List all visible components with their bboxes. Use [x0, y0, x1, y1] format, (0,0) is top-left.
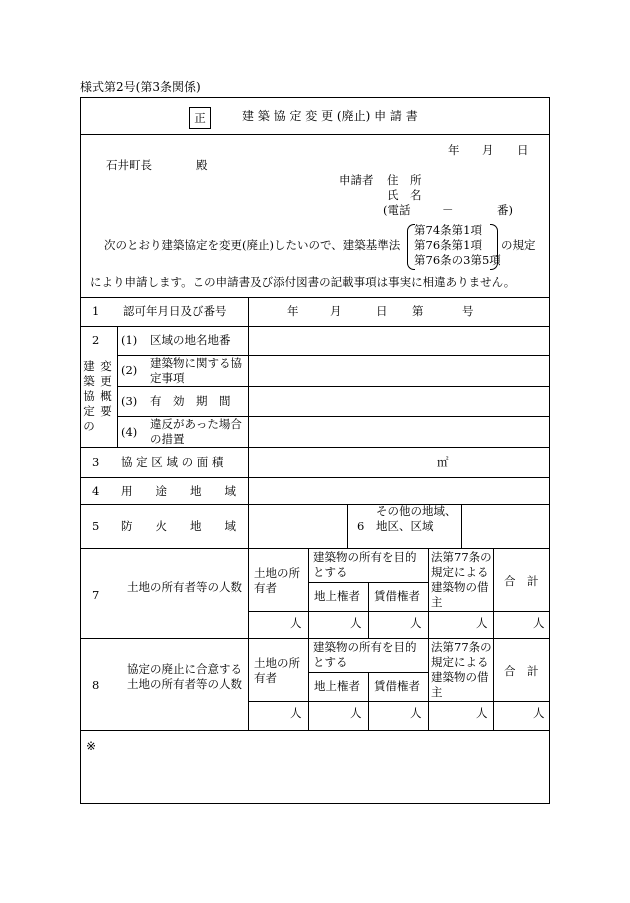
row3-num: 3	[92, 455, 100, 469]
row1-month: 月	[330, 304, 342, 318]
r7-land-owner: 土地の所有者	[254, 566, 300, 595]
rule	[80, 326, 550, 327]
r8-unit-1: 人	[290, 706, 302, 720]
r7-unit-3: 人	[410, 616, 422, 630]
row8-num: 8	[92, 678, 100, 692]
r8-total: 合 計	[504, 664, 539, 678]
copy-mark: 正	[194, 111, 206, 125]
form-number: 様式第2号(第3条関係)	[80, 80, 201, 94]
rule	[461, 504, 462, 548]
r7-unit-2: 人	[350, 616, 362, 630]
r8-lease-right: 賃借権者	[374, 679, 420, 693]
rule	[248, 701, 550, 702]
statement-line2: により申請します。この申請書及び添付図書の記載事項は事実に相違ありません。	[90, 275, 516, 289]
rule	[493, 548, 494, 730]
row1-label: 認可年月日及び番号	[123, 304, 227, 318]
side-char: 変	[100, 359, 112, 373]
r8-unit-4: 人	[476, 706, 488, 720]
row4-label: 用 途 地 域	[121, 484, 236, 498]
rule	[117, 386, 550, 387]
side-char: の	[83, 419, 95, 433]
r8-building-purpose: 建築物の所有を目的とする	[313, 640, 417, 669]
row3-label: 協 定 区 域 の 面 積	[121, 455, 224, 469]
r7-unit-5: 人	[533, 616, 545, 630]
r8-unit-3: 人	[410, 706, 422, 720]
notes-mark: ※	[86, 739, 97, 753]
r7-building-purpose: 建築物の所有を目的とする	[313, 550, 417, 579]
row2-item4-label: 違反があった場合の措置	[150, 417, 242, 446]
row8-label: 協定の廃止に合意する土地の所有者等の人数	[127, 662, 242, 691]
rule	[248, 297, 249, 730]
applicant-phone-dash: －	[442, 203, 454, 217]
side-char: 概	[100, 389, 112, 403]
row2-item2-num: (2)	[121, 363, 138, 377]
brace-right	[490, 224, 498, 270]
r7-total: 合 計	[504, 574, 539, 588]
side-char: 要	[100, 404, 112, 418]
applicant-address-label: 住 所	[387, 173, 422, 187]
side-char: 定	[83, 404, 95, 418]
row6-num: 6	[357, 519, 365, 533]
row2-side-col2	[99, 359, 113, 419]
date-year: 年	[448, 143, 460, 157]
applicant-label: 申請者	[339, 173, 374, 187]
rule	[80, 447, 550, 448]
rule	[80, 730, 550, 731]
rule	[80, 477, 550, 478]
r8-unit-2: 人	[350, 706, 362, 720]
rule	[368, 582, 369, 638]
row2-item1-num: (1)	[121, 333, 138, 347]
rule	[117, 326, 118, 447]
r7-unit-4: 人	[476, 616, 488, 630]
rule	[80, 134, 550, 135]
row5-num: 5	[92, 519, 100, 533]
r8-land-owner: 土地の所有者	[254, 656, 300, 685]
row1-day: 日	[376, 304, 388, 318]
addressee-honorific: 殿	[196, 158, 208, 172]
rule	[80, 638, 550, 639]
rule	[80, 548, 550, 549]
row5-label: 防 火 地 域	[121, 519, 236, 533]
side-char: 更	[100, 374, 112, 388]
r8-surface-right: 地上権者	[314, 679, 360, 693]
r8-unit-5: 人	[533, 706, 545, 720]
side-char: 建	[83, 359, 95, 373]
r7-unit-1: 人	[290, 616, 302, 630]
r7-art77: 法第77条の規定による建築物の借主	[431, 550, 492, 609]
rule	[80, 297, 550, 298]
statement-prefix: 次のとおり建築協定を変更(廃止)したいので、建築基準法	[104, 238, 401, 252]
rule	[80, 504, 550, 505]
row4-num: 4	[92, 484, 100, 498]
r8-art77: 法第77条の規定による建築物の借主	[431, 640, 492, 699]
row2-item4-num: (4)	[121, 425, 138, 439]
rule	[428, 548, 429, 730]
date-day: 日	[517, 143, 529, 157]
date-month: 月	[482, 143, 494, 157]
applicant-phone-open: (電話	[383, 203, 411, 217]
law-option-2: 第76条第1項	[414, 238, 482, 252]
row2-side-col1	[82, 359, 96, 434]
applicant-phone-close: 番)	[497, 203, 513, 217]
row1-year: 年	[287, 304, 299, 318]
row2-item1-label: 区域の地名地番	[150, 333, 231, 347]
law-option-3: 第76条の3第5項	[414, 253, 501, 267]
row1-go: 号	[462, 304, 474, 318]
row2-num: 2	[92, 333, 100, 347]
statement-suffix: の規定	[501, 238, 536, 252]
row7-label: 土地の所有者等の人数	[127, 580, 242, 594]
row2-item2-label: 建築物に関する協定事項	[150, 356, 242, 385]
row3-unit: ㎡	[437, 455, 449, 469]
rule	[368, 672, 369, 730]
rule	[347, 504, 348, 548]
r7-surface-right: 地上権者	[314, 589, 360, 603]
law-option-1: 第74条第1項	[414, 223, 482, 237]
side-char: 協	[83, 389, 95, 403]
rule	[308, 548, 309, 730]
row2-item3-label: 有 効 期 間	[150, 394, 231, 408]
side-char: 築	[83, 374, 95, 388]
r7-lease-right: 賃借権者	[374, 589, 420, 603]
row1-num: 1	[92, 304, 100, 318]
rule	[248, 611, 550, 612]
addressee-name: 石井町長	[106, 158, 152, 172]
row7-num: 7	[92, 588, 100, 602]
applicant-name-label: 氏 名	[387, 188, 422, 202]
row2-item3-num: (3)	[121, 394, 138, 408]
row6-label: その他の地域、地区、区域	[376, 504, 457, 533]
copy-mark-box	[189, 107, 211, 129]
form-title: 建 築 協 定 変 更 (廃止) 申 請 書	[242, 109, 418, 123]
row1-dai: 第	[412, 304, 424, 318]
